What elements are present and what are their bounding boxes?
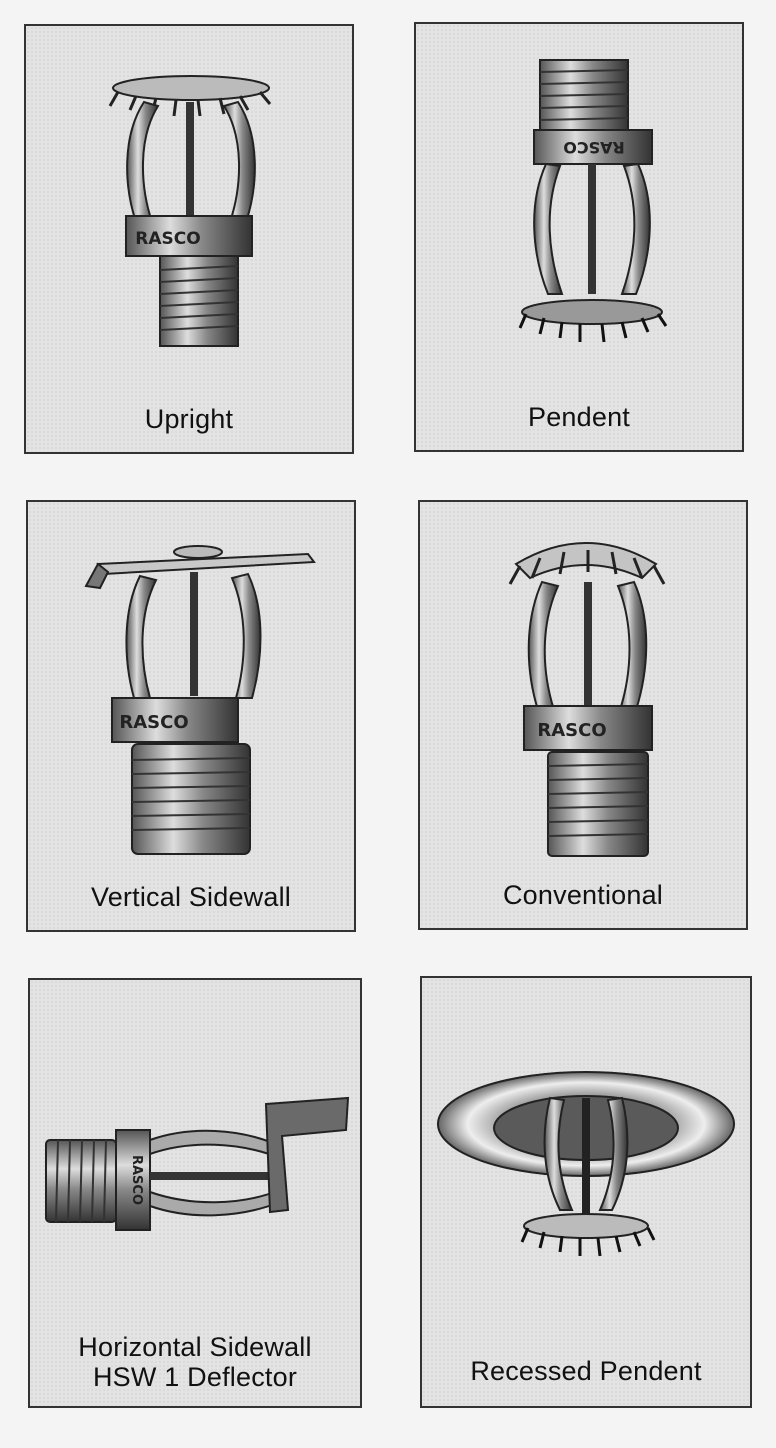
vertical-sidewall-sprinkler-illustration [28, 502, 354, 872]
pendent-sprinkler-illustration [416, 24, 742, 394]
rasco-engraving: RASCO [129, 1154, 144, 1206]
rasco-engraving: RASCO [119, 712, 189, 733]
product-panel-pendent [414, 22, 744, 452]
recessed-pendent-sprinkler-illustration [422, 978, 750, 1348]
caption-line-2: HSW 1 Deflector [92, 1362, 298, 1392]
product-panel-upright [24, 24, 354, 454]
caption-horizontal-sidewall [30, 1332, 360, 1392]
conventional-sprinkler-illustration [420, 502, 746, 872]
product-panel-conventional [418, 500, 748, 930]
caption-conventional: Conventional [502, 880, 663, 910]
caption-pendent: Pendent [528, 402, 630, 432]
caption-upright: Upright [144, 404, 234, 434]
product-panel-recessed-pendent [420, 976, 752, 1408]
caption-line-1: Horizontal Sidewall [78, 1332, 312, 1362]
caption-vertical-sidewall: Vertical Sidewall [91, 882, 291, 912]
caption-recessed-pendent: Recessed Pendent [470, 1356, 702, 1386]
rasco-engraving: RASCO [563, 138, 625, 157]
horizontal-sidewall-sprinkler-illustration [30, 980, 360, 1320]
product-panel-horizontal-sidewall [28, 978, 362, 1408]
product-panel-vertical-sidewall [26, 500, 356, 932]
rasco-engraving: RASCO [537, 720, 607, 741]
upright-sprinkler-illustration [26, 26, 352, 396]
rasco-engraving: RASCO [135, 229, 201, 249]
